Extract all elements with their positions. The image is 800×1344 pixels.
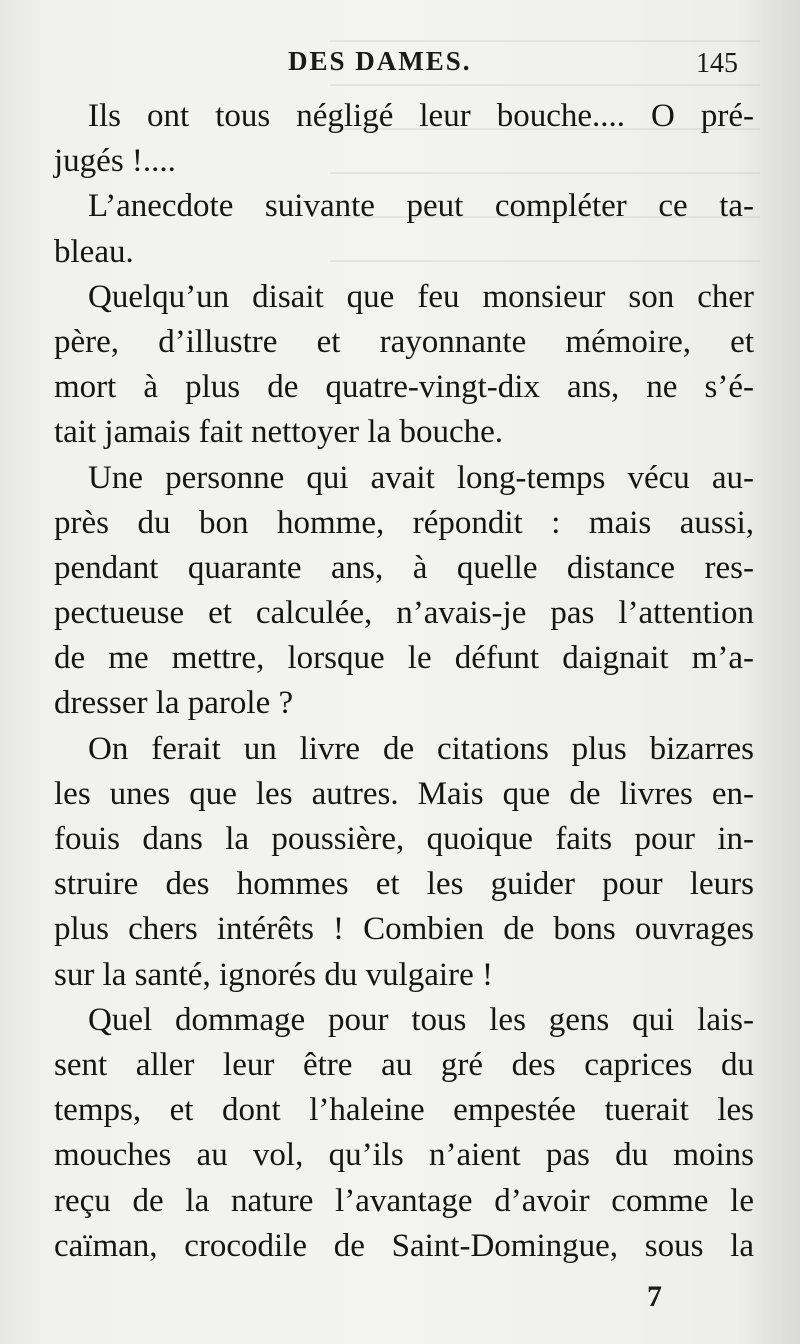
text-line: sent aller leur être au gré des caprices du bbox=[54, 1046, 754, 1083]
text-line: Quelqu’un disait que feu monsieur son cher bbox=[88, 278, 754, 315]
text-line: L’anecdote suivante peut compléter ce ta- bbox=[88, 188, 754, 225]
text-line: dresser la parole ? bbox=[54, 685, 294, 722]
signature-mark: 7 bbox=[647, 1280, 662, 1313]
paragraph bbox=[54, 998, 754, 1269]
text-line: les unes que les autres. Mais que de livres en- bbox=[54, 775, 754, 812]
text-line: père, d’illustre et rayonnante mémoire, et bbox=[54, 323, 754, 360]
text-line: mort à plus de quatre-vingt-dix ans, ne s’é- bbox=[54, 369, 754, 406]
text-line: mouches au vol, qu’ils n’aient pas du moins bbox=[54, 1137, 754, 1174]
page-header bbox=[0, 42, 800, 86]
text-line: plus chers intérêts ! Combien de bons ouvrages bbox=[54, 911, 754, 948]
text-line: pendant quarante ans, à quelle distance res- bbox=[54, 549, 754, 586]
text-line: temps, et dont l’haleine empestée tuerait les bbox=[54, 1092, 754, 1129]
text-line: fouis dans la poussière, quoique faits pour in- bbox=[54, 821, 754, 857]
text-line: Une personne qui avait long-temps vécu au- bbox=[88, 459, 754, 496]
text-line: près du bon homme, répondit : mais aussi, bbox=[54, 504, 754, 541]
text-line: tait jamais fait nettoyer la bouche. bbox=[54, 414, 503, 451]
paragraph bbox=[54, 94, 754, 184]
text-line: Quel dommage pour tous les gens qui lais- bbox=[88, 1001, 754, 1038]
text-line: struire des hommes et les guider pour leurs bbox=[54, 866, 754, 903]
text-line: On ferait un livre de citations plus bizarres bbox=[88, 730, 754, 767]
text-line: pectueuse et calculée, n’avais-je pas l’attention bbox=[54, 595, 754, 632]
text-line: caïman, crocodile de Saint-Domingue, sous la bbox=[54, 1227, 754, 1264]
text-line: Ils ont tous négligé leur bouche.... O pré- bbox=[88, 98, 754, 134]
text-line: jugés !.... bbox=[54, 143, 176, 180]
paragraph bbox=[54, 456, 754, 727]
body-text bbox=[54, 94, 754, 1269]
paragraph bbox=[54, 727, 754, 998]
paragraph bbox=[54, 275, 754, 456]
text-line: bleau. bbox=[54, 233, 134, 270]
text-line: reçu de la nature l’avantage d’avoir comme le bbox=[54, 1182, 754, 1219]
paragraph bbox=[54, 184, 754, 274]
text-line: sur la santé, ignorés du vulgaire ! bbox=[54, 956, 493, 993]
page-number: 145 bbox=[696, 48, 738, 79]
running-head: DES DAMES. bbox=[288, 46, 472, 76]
text-line: de me mettre, lorsque le défunt daignait m’a- bbox=[54, 640, 754, 677]
